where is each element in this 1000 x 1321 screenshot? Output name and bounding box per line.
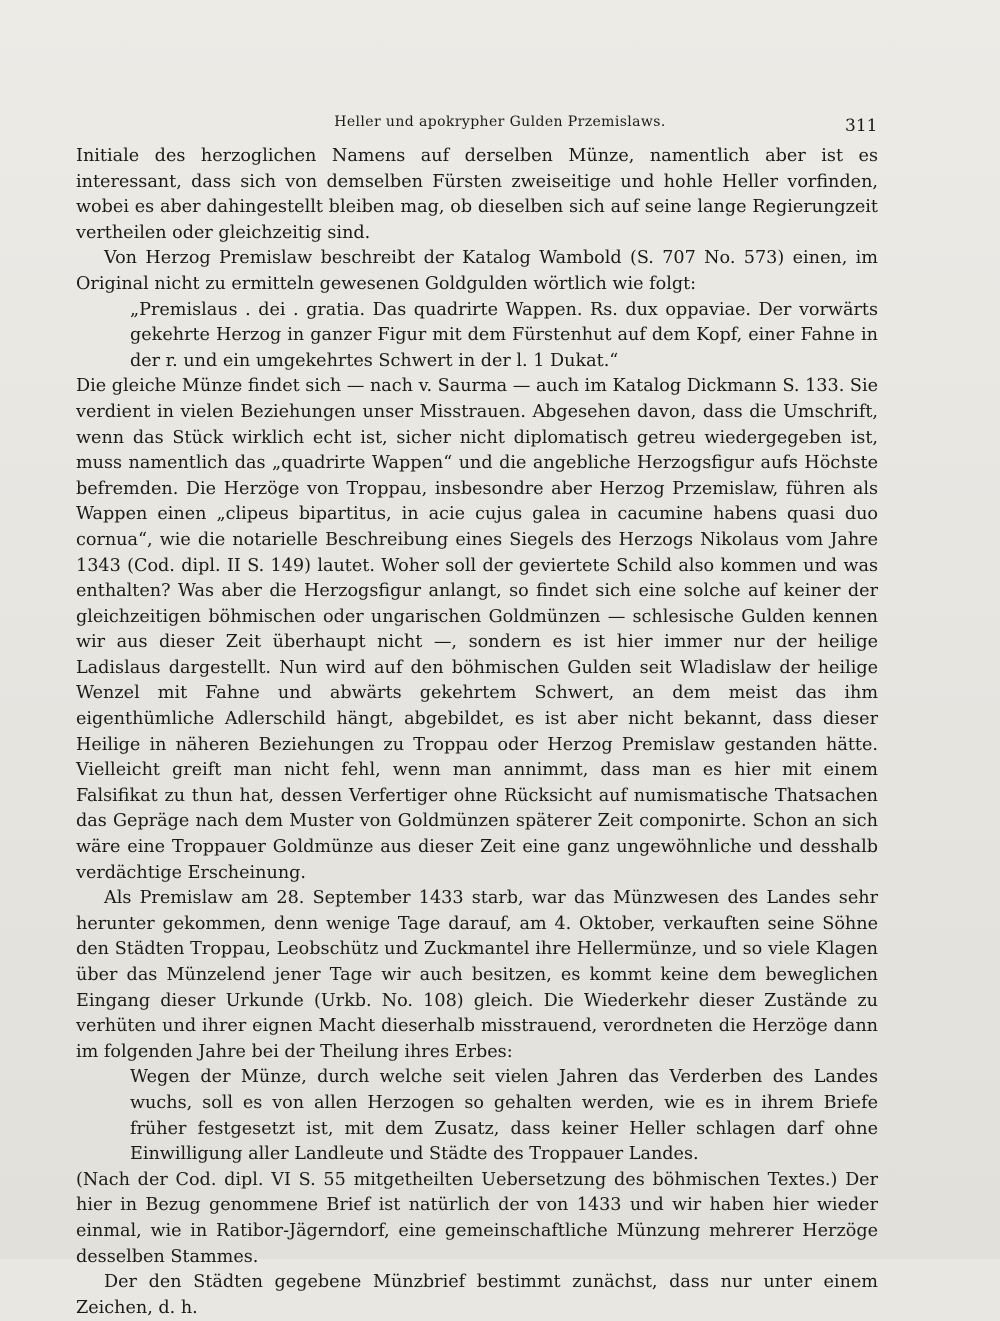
paragraph-4: Als Premislaw am 28. September 1433 starb, war das Münzwesen des Landes sehr herunter gekommen, denn wenige Tage darauf, am 4. Oktober, verkauften seine Söhne den Städten Troppau, Leobschütz und Zuckmantel ihre Hellermünze, und so viele Klagen über das Münzelend jener Tage wir auch besitzen, es kommt keine dem beweglichen Eingang dieser Urkunde (Urkb. No. 108) gleich. Die Wiederkehr dieser Zustände zu verhüten und ihrer eignen Macht dieserhalb misstrauend, verordneten die Herzöge dann im folgenden Jahre bei der Theilung ihres Erbes: (76, 888, 878, 1062)
quote-inheritance-decree: Wegen der Münze, durch welche seit vielen Jahren das Verderben des Landes wuchs, soll es von allen Herzogen so gehalten werden, wie es in ihrem Briefe früher festgesetzt ist, mit dem Zusatz, dass keiner Heller schlagen darf ohne Einwilligung aller Landleute und Städte des Troppauer Landes. (130, 1067, 878, 1165)
paragraph-5: (Nach der Cod. dipl. VI S. 55 mitgetheilten Uebersetzung des böhmischen Textes.) Der hier in Bezug genommene Brief ist natürlich der von 1433 und wir haben hier wieder einmal, wie in Ratibor-Jägerndorf, eine gemeinschaftliche Münzung mehrerer Herzöge desselben Stammes. (76, 1169, 878, 1267)
body-text (76, 144, 878, 1321)
page-number: 311 (845, 116, 878, 136)
running-title: Heller und apokrypher Gulden Przemislaws. (334, 114, 666, 130)
paragraph-1: Initiale des herzoglichen Namens auf derselben Münze, namentlich aber ist es interessant, dass sich von demselben Fürsten zweiseitige und hohle Heller vorfinden, wobei es aber dahingestellt bleiben mag, ob dieselben sich auf seine lange Regierungzeit vertheilen oder gleichzeitig sind. (76, 146, 878, 243)
quote-catalog-entry: „Premislaus . dei . gratia. Das quadrirte Wappen. Rs. dux oppaviae. Der vorwärts gekehrte Herzog in ganzer Figur mit dem Fürstenhut auf dem Kopf, einer Fahne in der r. und ein umgekehrtes Schwert in der l. 1 Dukat.“ (130, 299, 878, 371)
paragraph-6: Der den Städten gegebene Münzbrief bestimmt zunächst, dass nur unter einem Zeichen, d. h. (76, 1272, 878, 1318)
paragraph-2: Von Herzog Premislaw beschreibt der Katalog Wambold (S. 707 No. 573) einen, im Original nicht zu ermitteln gewesenen Goldgulden wörtlich wie folgt: (76, 248, 878, 294)
paragraph-3: Die gleiche Münze findet sich — nach v. Saurma — auch im Katalog Dickmann S. 133. Sie verdient in vielen Beziehungen unser Misstrauen. Abgesehen davon, dass die Umschrift, wenn das Stück wirklich echt ist, sicher nicht diplomatisch getreu wiedergegeben ist, muss namentlich das „quadrirte Wappen“ und die angebliche Herzogsfigur aufs Höchste befremden. Die Herzöge von Troppau, insbesondre aber Herzog Przemislaw, führen als Wappen einen „clipeus bipartitus, in acie cujus galea in cacumine habens quasi duo cornua“, wie die notarielle Beschreibung eines Siegels des Herzogs Nikolaus vom Jahre 1343 (Cod. dipl. II S. 149) lautet. Woher soll der geviertete Schild also kommen und was enthalten? Was aber die Herzogsfigur anlangt, so findet sich eine solche auf keiner der gleichzeitigen böhmischen oder ungarischen Goldmünzen — schlesische Gulden kennen wir aus dieser Zeit überhaupt nicht —, sondern es ist hier immer nur der heilige Ladislaus dargestellt. Nun wird auf den böhmischen Gulden seit Wladislaw der heilige Wenzel mit Fahne und abwärts gekehrtem Schwert, an dem meist das ihm eigenthümliche Adlerschild hängt, abgebildet, es ist aber nicht bekannt, dass dieser Heilige in näheren Beziehungen zu Troppau oder Herzog Premislaw gestanden hätte. Vielleicht greift man nicht fehl, wenn man annimmt, dass man es hier mit einem Falsifikat zu thun hat, dessen Verfertiger ohne Rücksicht auf numismatische Thatsachen das Gepräge nach dem Muster von Goldmünzen späterer Zeit componirte. Schon an sich wäre eine Troppauer Goldmünze aus dieser Zeit eine ganz ungewöhnliche und desshalb verdächtige Erscheinung. (76, 376, 878, 883)
